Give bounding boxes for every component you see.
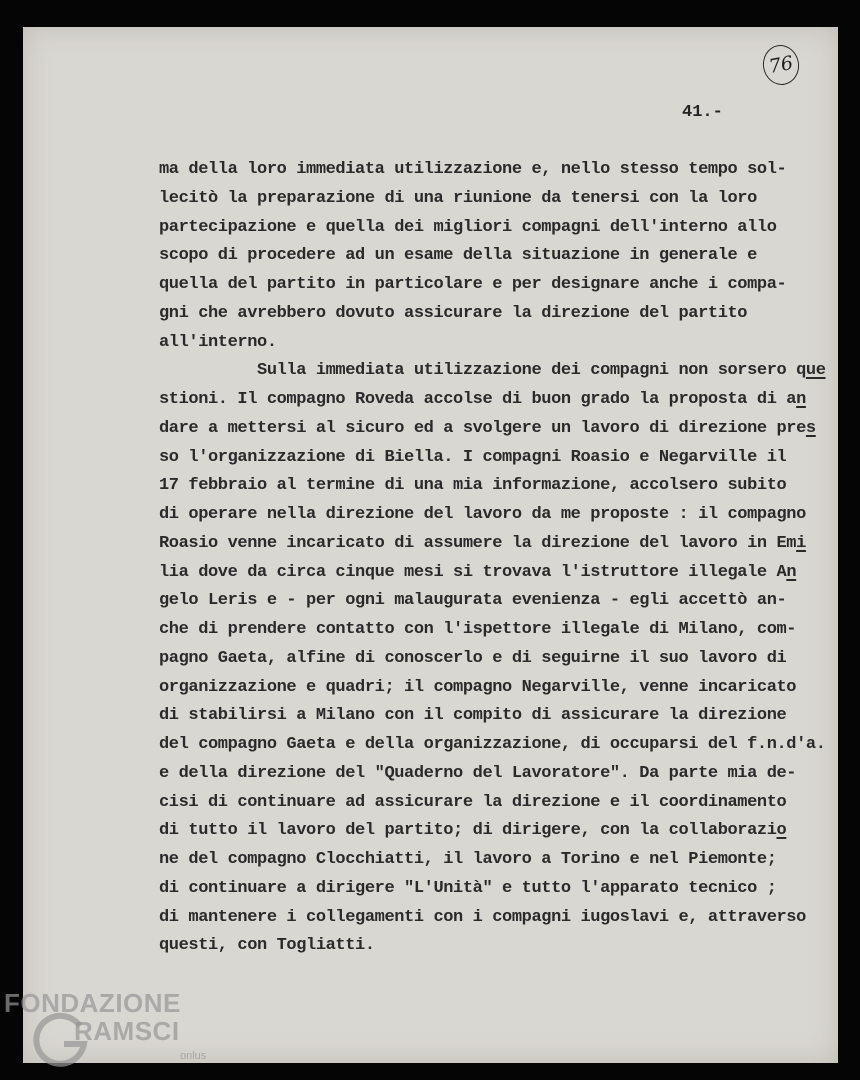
text-line: di operare nella direzione del lavoro da me proposte : il compagno <box>159 505 806 524</box>
text-line: di tutto il lavoro del partito; di dirigere, con la collaborazio <box>159 821 787 841</box>
text-line: di mantenere i collegamenti con i compagni iugoslavi e, attraverso <box>159 907 806 927</box>
underlined-syllable: ue <box>805 361 826 381</box>
text-line: di continuare a dirigere "L'Unità" e tutto l'apparato tecnico ; <box>159 878 777 898</box>
text-line: Roasio venne incaricato di assumere la direzione del lavoro in Emi <box>159 533 806 553</box>
text-line: lecitò la preparazione di una riunione da tenersi con la loro <box>159 188 757 208</box>
underlined-syllable: n <box>796 390 806 409</box>
watermark-line-1: FONDAZIONE <box>4 988 181 1018</box>
text-line: so l'organizzazione di Biella. I compagni Roasio e Negarville il <box>159 447 787 467</box>
page-number: 41.- <box>682 103 723 122</box>
watermark-line-3: onlus <box>180 1050 207 1062</box>
underlined-syllable: i <box>796 533 806 553</box>
text-line: gelo Leris e - per ogni malaugurata evenienza - egli accettò an- <box>159 591 787 611</box>
text-line: partecipazione e quella dei migliori compagni dell'interno allo <box>159 217 777 237</box>
text-line: Sulla immediata utilizzazione dei compagni non sorsero que <box>159 361 826 381</box>
text-line: lia dove da circa cinque mesi si trovava l'istruttore illegale An <box>159 562 797 582</box>
text-line: scopo di procedere ad un esame della situazione in generale e <box>159 246 757 266</box>
text-line: e della direzione del "Quaderno del Lavoratore". Da parte mia de- <box>159 763 797 783</box>
text-line: ma della loro immediata utilizzazione e, nello stesso tempo sol- <box>159 160 787 179</box>
text-line: all'interno. <box>159 332 277 352</box>
text-line: di stabilirsi a Milano con il compito di assicurare la direzione <box>159 706 787 726</box>
text-line: 17 febbraio al termine di una mia informazione, accolsero subito <box>159 476 787 496</box>
archive-number-mark: 76 <box>760 42 802 88</box>
watermark-line-2: RAMSCI <box>74 1016 180 1046</box>
text-line: che di prendere contatto con l'ispettore illegale di Milano, com- <box>159 620 797 639</box>
underlined-syllable: n <box>786 562 797 582</box>
text-line: quella del partito in particolare e per designare anche i compa- <box>159 275 787 294</box>
underlined-syllable: o <box>776 821 787 841</box>
text-line: questi, con Togliatti. <box>159 936 375 956</box>
text-line: cisi di continuare ad assicurare la direzione e il coordinamento <box>159 792 787 812</box>
text-line: organizzazione e quadri; il compagno Negarville, venne incaricato <box>159 677 797 697</box>
text-line: gni che avrebbero dovuto assicurare la direzione del partito <box>159 303 748 323</box>
fondazione-gramsci-watermark <box>4 988 234 1076</box>
text-line: ne del compagno Clocchiatti, il lavoro a Torino e nel Piemonte; <box>159 850 777 869</box>
text-line: pagno Gaeta, alfine di conoscerlo e di seguirne il suo lavoro di <box>159 648 787 668</box>
text-line: del compagno Gaeta e della organizzazione, di occuparsi del f.n.d'a. <box>159 735 826 754</box>
text-line: stioni. Il compagno Roveda accolse di buon grado la proposta di an <box>159 390 806 409</box>
typed-text-body <box>159 156 839 961</box>
text-line: dare a mettersi al sicuro ed a svolgere un lavoro di direzione pres <box>159 418 816 438</box>
underlined-syllable: s <box>805 418 816 438</box>
